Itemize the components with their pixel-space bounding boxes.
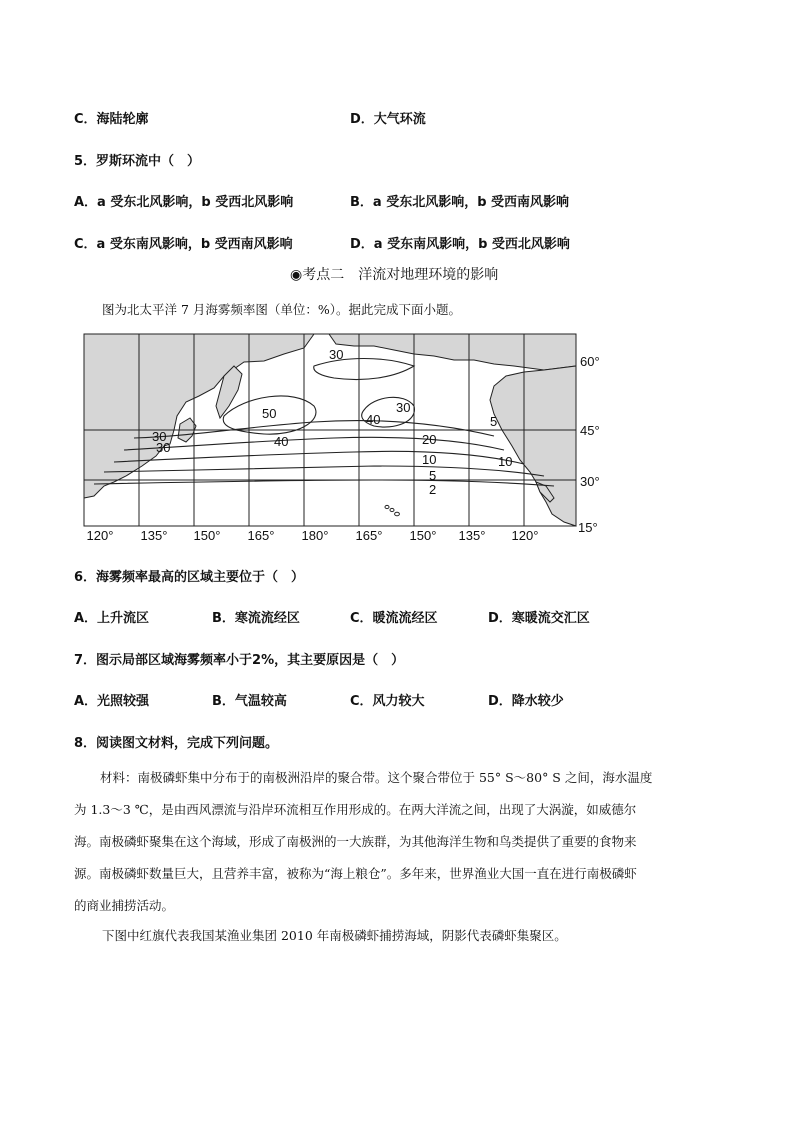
- contour-label: 2: [429, 482, 437, 497]
- latitude-label: 15°: [578, 520, 598, 535]
- q6-option-b: B．寒流流经区: [212, 611, 300, 626]
- q7-option-c: C．风力较大: [350, 694, 425, 709]
- material-line: 海。南极磷虾聚集在这个海域，形成了南极洲的一大族群，为其他海洋生物和鸟类提供了重要的食物来: [74, 834, 637, 849]
- q5-option-c: C．a 受东南风影响，b 受西南风影响: [74, 237, 293, 252]
- q7-option-a: A．光照较强: [74, 694, 150, 709]
- longitude-labels: [87, 528, 539, 543]
- q4-option-c: C．海陆轮廓: [74, 112, 149, 127]
- contour-label: 20: [422, 432, 437, 447]
- q5-option-b: B．a 受东北风影响，b 受西南风影响: [350, 195, 570, 210]
- contour-label: 30: [329, 347, 344, 362]
- longitude-label: 135°: [140, 528, 168, 543]
- contour-label: 30: [156, 440, 171, 455]
- material-line: 的商业捕捞活动。: [74, 898, 175, 913]
- longitude-label: 165°: [355, 528, 383, 543]
- q6-option-d: D．寒暖流交汇区: [488, 611, 590, 626]
- q4-option-d: D．大气环流: [350, 112, 426, 127]
- contour-label: 10: [422, 452, 437, 467]
- longitude-label: 120°: [86, 528, 114, 543]
- material-line: 为 1.3～3 ℃，是由西风漂流与沿岸环流相互作用形成的。在两大洋流之间，出现了大涡漩，如威德尔: [74, 802, 637, 817]
- q6-option-c: C．暖流流经区: [350, 611, 438, 626]
- contour-label: 40: [274, 434, 289, 449]
- longitude-label: 150°: [409, 528, 437, 543]
- sea-fog-map: [74, 326, 614, 544]
- contour-label: 10: [498, 454, 513, 469]
- intro-text: 图为北太平洋 7 月海雾频率图（单位：%）。据此完成下面小题。: [102, 302, 462, 317]
- longitude-label: 120°: [511, 528, 539, 543]
- contour-label: 30: [396, 400, 411, 415]
- latitude-label: 30°: [580, 474, 600, 489]
- section-title: ◉考点二 洋流对地理环境的影响: [290, 267, 499, 283]
- contour-label: 5: [490, 414, 498, 429]
- q8-figure-note: 下图中红旗代表我国某渔业集团 2010 年南极磷虾捕捞海域，阴影代表磷虾集聚区。: [102, 928, 567, 943]
- contour-label: 40: [366, 412, 381, 427]
- q8-stem: 8．阅读图文材料，完成下列问题。: [74, 736, 279, 751]
- latitude-label: 45°: [580, 423, 600, 438]
- q7-option-d: D．降水较少: [488, 694, 564, 709]
- q5-option-a: A．a 受东北风影响，b 受西北风影响: [74, 195, 294, 210]
- longitude-label: 135°: [458, 528, 486, 543]
- q5-stem: 5．罗斯环流中（ ）: [74, 154, 201, 169]
- material-line: 源。南极磷虾数量巨大，且营养丰富，被称为“海上粮仓”。多年来，世界渔业大国一直在进行南极磷虾: [74, 866, 637, 881]
- contour-label: 30: [152, 429, 167, 444]
- q5-option-d: D．a 受东南风影响，b 受西北风影响: [350, 237, 570, 252]
- q7-stem: 7．图示局部区域海雾频率小于2%，其主要原因是（ ）: [74, 653, 405, 668]
- q6-stem: 6．海雾频率最高的区域主要位于（ ）: [74, 570, 305, 585]
- contour-label: 5: [429, 468, 437, 483]
- q6-option-a: A．上升流区: [74, 611, 150, 626]
- latitude-labels: [578, 354, 600, 535]
- q7-option-b: B．气温较高: [212, 694, 287, 709]
- material-line: 材料：南极磷虾集中分布于的南极洲沿岸的聚合带。这个聚合带位于 55° S～80° S 之间，海水温度: [100, 770, 653, 785]
- longitude-label: 150°: [193, 528, 221, 543]
- longitude-label: 165°: [247, 528, 275, 543]
- contour-label: 50: [262, 406, 277, 421]
- q8-material: [74, 762, 722, 922]
- longitude-label: 180°: [301, 528, 329, 543]
- latitude-label: 60°: [580, 354, 600, 369]
